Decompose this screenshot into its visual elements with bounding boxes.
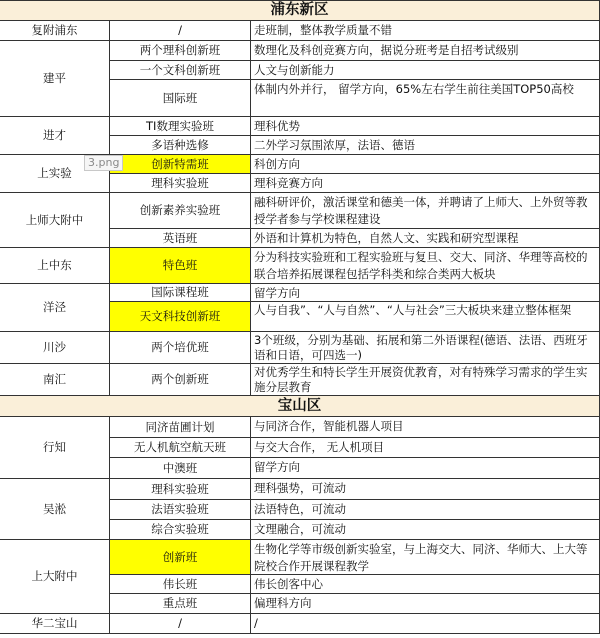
class-cell: 同济苗圃计划 [110, 417, 251, 438]
school-cell: 进才 [0, 117, 110, 155]
school-cell: 南汇 [0, 364, 110, 396]
school-cell: 上师大附中 [0, 193, 110, 248]
description-cell: 与交大合作， 无人机项目 [251, 438, 600, 458]
description-cell: / [251, 614, 600, 634]
class-cell: 英语班 [110, 229, 251, 248]
class-cell: 两个理科创新班 [110, 41, 251, 61]
class-cell: 法语实验班 [110, 500, 251, 520]
description-cell: 理科强势，可流动 [251, 479, 600, 500]
class-cell: 两个培优班 [110, 332, 251, 364]
class-cell: / [110, 614, 251, 634]
school-cell: 上实验 [0, 155, 110, 193]
class-cell: 理科实验班 [110, 479, 251, 500]
description-cell: 法语特色，可流动 [251, 500, 600, 520]
school-cell: 洋泾 [0, 284, 110, 332]
description-cell: 人文与创新能力 [251, 61, 600, 80]
school-cell: 华二宝山 [0, 614, 110, 634]
description-cell: 与同济合作，智能机器人项目 [251, 417, 600, 438]
description-cell: 走班制，整体教学质量不错 [251, 21, 600, 41]
class-cell: 国际班 [110, 80, 251, 117]
class-cell: 多语种选修 [110, 136, 251, 155]
class-cell: 理科实验班 [110, 174, 251, 193]
school-cell: 复附浦东 [0, 21, 110, 41]
description-cell: 数理化及科创竞赛方向，据说分班考是自招考试级别 [251, 41, 600, 61]
class-cell: 一个文科创新班 [110, 61, 251, 80]
class-cell-highlighted: 创新班 [110, 540, 251, 575]
image-filename-tag: 3.png [84, 155, 123, 171]
description-cell: 理科优势 [251, 117, 600, 136]
description-cell: 留学方向 [251, 458, 600, 479]
description-cell: 体制内外并行， 留学方向，65%左右学生前往美国TOP50高校 [251, 80, 600, 117]
school-cell: 行知 [0, 417, 110, 479]
description-cell: 伟长创客中心 [251, 575, 600, 594]
description-cell: 3个班级，分别为基础、拓展和第二外语课程(德语、法语、西班牙语和日语，可四选一) [251, 332, 600, 364]
description-cell: 二外学习氛围浓厚，法语、德语 [251, 136, 600, 155]
class-cell: 重点班 [110, 594, 251, 614]
class-cell: 国际课程班 [110, 284, 251, 302]
school-cell: 上大附中 [0, 540, 110, 614]
class-cell: 综合实验班 [110, 520, 251, 540]
region-header-baoshan: 宝山区 [0, 396, 600, 417]
description-cell: 科创方向 [251, 155, 600, 174]
class-cell: 两个创新班 [110, 364, 251, 396]
school-cell: 上中东 [0, 248, 110, 284]
class-cell: 无人机航空航天班 [110, 438, 251, 458]
description-cell: 外语和计算机为特色，自然人文、实践和研究型课程 [251, 229, 600, 248]
class-cell: 中澳班 [110, 458, 251, 479]
description-cell: 理科竞赛方向 [251, 174, 600, 193]
description-cell: 对优秀学生和特长学生开展资优教育，对有特殊学习需求的学生实施分层教育 [251, 364, 600, 396]
school-cell: 川沙 [0, 332, 110, 364]
region-header-pudong: 浦东新区 [0, 0, 600, 21]
description-cell: 融科研评价，激活课堂和德美一体，并聘请了上师大、上外贸等教授学者参与学校课程建设 [251, 193, 600, 229]
description-cell: 分为科技实验班和工程实验班与复旦、交大、同济、华理等高校的联合培养拓展课程包括学科类和综合类两大板块 [251, 248, 600, 284]
class-cell: TI数理实验班 [110, 117, 251, 136]
class-cell: 伟长班 [110, 575, 251, 594]
class-cell: / [110, 21, 251, 41]
description-cell: 人与自我”、“人与自然”、“人与社会”三大板块来建立整体框架 [251, 302, 600, 332]
description-cell: 文理融合，可流动 [251, 520, 600, 540]
description-cell: 偏理科方向 [251, 594, 600, 614]
school-cell: 建平 [0, 41, 110, 117]
description-cell: 留学方向 [251, 284, 600, 302]
class-cell-highlighted: 天文科技创新班 [110, 302, 251, 332]
class-cell-highlighted: 创新特需班 [110, 155, 251, 174]
description-cell: 生物化学等市级创新实验室，与上海交大、同济、华师大、上大等院校合作开展课程教学 [251, 540, 600, 575]
class-cell: 创新素养实验班 [110, 193, 251, 229]
class-cell-highlighted: 特色班 [110, 248, 251, 284]
school-cell: 吴淞 [0, 479, 110, 540]
